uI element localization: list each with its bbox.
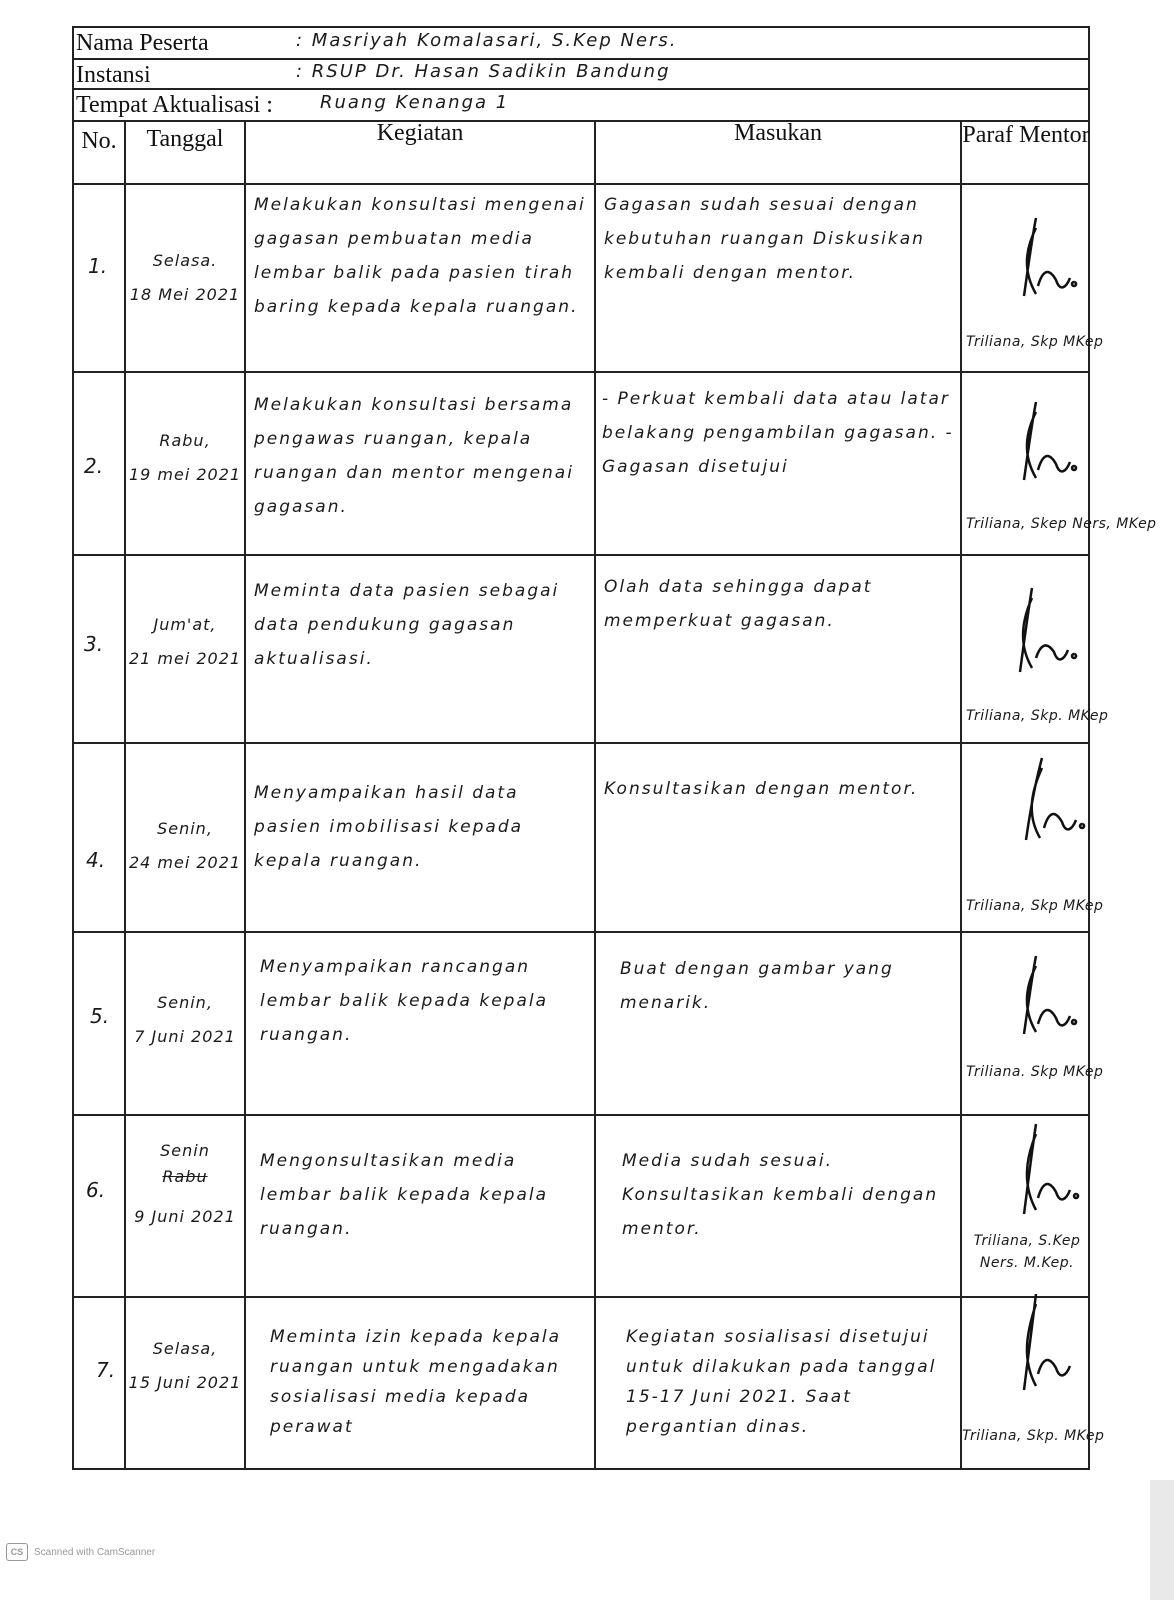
masukan-cell: - Perkuat kembali data atau latar belakang pengambilan gagasan. - Gagasan disetujui	[602, 389, 954, 477]
date-label: 15 Juni 2021	[128, 1373, 242, 1392]
date-cell	[126, 1138, 244, 1230]
mentor-name: Triliana. Skp MKep	[966, 1064, 1104, 1080]
activity-log-table	[72, 26, 1157, 1470]
mentor-signature	[992, 750, 1122, 860]
kegiatan-cell: Melakukan konsultasi mengenai gagasan pembuatan media lembar balik pada pasien tirah baring kepada kepala ruangan.	[254, 195, 586, 317]
scanner-watermark	[6, 1543, 155, 1561]
date-cell	[126, 812, 244, 880]
mentor-signature	[990, 392, 1120, 502]
mentor-signature	[990, 576, 1120, 686]
mentor-name: Triliana, Skp MKep	[966, 898, 1104, 914]
date-label: 9 Juni 2021	[134, 1207, 236, 1226]
day-label-struck: Rabu	[162, 1167, 208, 1186]
row-tempat-aktualisasi	[74, 90, 1088, 120]
masukan-cell: Gagasan sudah sesuai dengan kebutuhan ruangan Diskusikan kembali dengan mentor.	[604, 195, 925, 283]
day-label: Selasa,	[152, 1339, 218, 1358]
row-instansi	[74, 60, 1088, 90]
row-number: 5.	[90, 1004, 110, 1028]
day-label: Senin	[160, 1141, 210, 1160]
kegiatan-cell: Melakukan konsultasi bersama pengawas ruangan, kepala ruangan dan mentor mengenai gagasan.	[254, 395, 574, 517]
mentor-name: Triliana, Skp. MKep	[966, 708, 1109, 724]
mentor-name: Triliana, Skp MKep	[966, 334, 1104, 350]
mentor-signature	[990, 1114, 1120, 1224]
masukan-cell: Kegiatan sosialisasi disetujui untuk dilakukan pada tanggal 15-17 Juni 2021. Saat pergantian dinas.	[626, 1327, 937, 1437]
mentor-name: Triliana, Skep Ners, MKep	[966, 516, 1157, 532]
date-cell	[126, 608, 244, 676]
nama-peserta-label: Nama Peserta	[76, 30, 209, 56]
mentor-signature	[990, 946, 1120, 1056]
nama-peserta-value: : Masriyah Komalasari, S.Kep Ners.	[296, 30, 678, 51]
row-number: 4.	[86, 848, 106, 872]
row-number: 2.	[84, 454, 104, 478]
kegiatan-cell: Menyampaikan rancangan lembar balik kepada kepala ruangan.	[260, 957, 549, 1045]
day-label: Jum'at,	[153, 615, 217, 634]
row-nama-peserta	[74, 28, 1088, 60]
kegiatan-cell: Mengonsultasikan media lembar balik kepada kepala ruangan.	[260, 1151, 549, 1239]
col-header-no: No.	[81, 128, 117, 154]
instansi-value: : RSUP Dr. Hasan Sadikin Bandung	[296, 61, 671, 82]
scanner-watermark-text: Scanned with CamScanner	[34, 1546, 156, 1558]
masukan-cell: Konsultasikan dengan mentor.	[604, 779, 919, 799]
scan-edge	[1150, 1480, 1174, 1600]
camscanner-logo: CS	[6, 1543, 28, 1561]
mentor-name: Triliana, Skp. MKep	[962, 1428, 1105, 1444]
col-header-masukan: Masukan	[734, 120, 822, 146]
date-label: 7 Juni 2021	[134, 1027, 236, 1046]
col-header-paraf-mentor: Paraf Mentor	[962, 122, 1090, 148]
date-label: 24 mei 2021	[128, 853, 242, 872]
date-cell	[126, 244, 244, 312]
row-number: 3.	[84, 632, 104, 656]
tempat-aktualisasi-value: Ruang Kenanga 1	[320, 92, 510, 113]
mentor-signature	[990, 1290, 1120, 1400]
date-cell	[126, 424, 244, 492]
masukan-cell: Buat dengan gambar yang menarik.	[620, 959, 894, 1013]
masukan-cell: Media sudah sesuai. Konsultasikan kembali dengan mentor.	[622, 1151, 939, 1239]
masukan-cell: Olah data sehingga dapat memperkuat gagasan.	[604, 577, 873, 631]
kegiatan-cell: Meminta data pasien sebagai data pendukung gagasan aktualisasi.	[254, 581, 560, 669]
day-label: Senin,	[157, 993, 213, 1012]
col-header-kegiatan: Kegiatan	[376, 120, 464, 146]
kegiatan-cell: Meminta izin kepada kepala ruangan untuk mengadakan sosialisasi media kepada perawat	[270, 1327, 561, 1437]
col-header-tanggal: Tanggal	[146, 126, 224, 152]
date-label: 19 mei 2021	[128, 465, 242, 484]
mentor-name: Triliana, S.Kep Ners. M.Kep.	[973, 1233, 1081, 1271]
row-number: 7.	[96, 1358, 116, 1382]
row-number: 6.	[86, 1178, 106, 1202]
tempat-aktualisasi-label: Tempat Aktualisasi :	[76, 92, 273, 118]
day-label: Senin,	[157, 819, 213, 838]
date-cell	[126, 986, 244, 1054]
day-label: Selasa.	[152, 251, 218, 270]
date-cell	[126, 1332, 244, 1400]
mentor-signature	[990, 208, 1120, 318]
day-label: Rabu,	[159, 431, 211, 450]
kegiatan-cell: Menyampaikan hasil data pasien imobilisasi kepada kepala ruangan.	[254, 783, 524, 871]
date-label: 21 mei 2021	[128, 649, 242, 668]
instansi-label: Instansi	[76, 62, 151, 88]
row-number: 1.	[88, 254, 108, 278]
date-label: 18 Mei 2021	[129, 285, 241, 304]
